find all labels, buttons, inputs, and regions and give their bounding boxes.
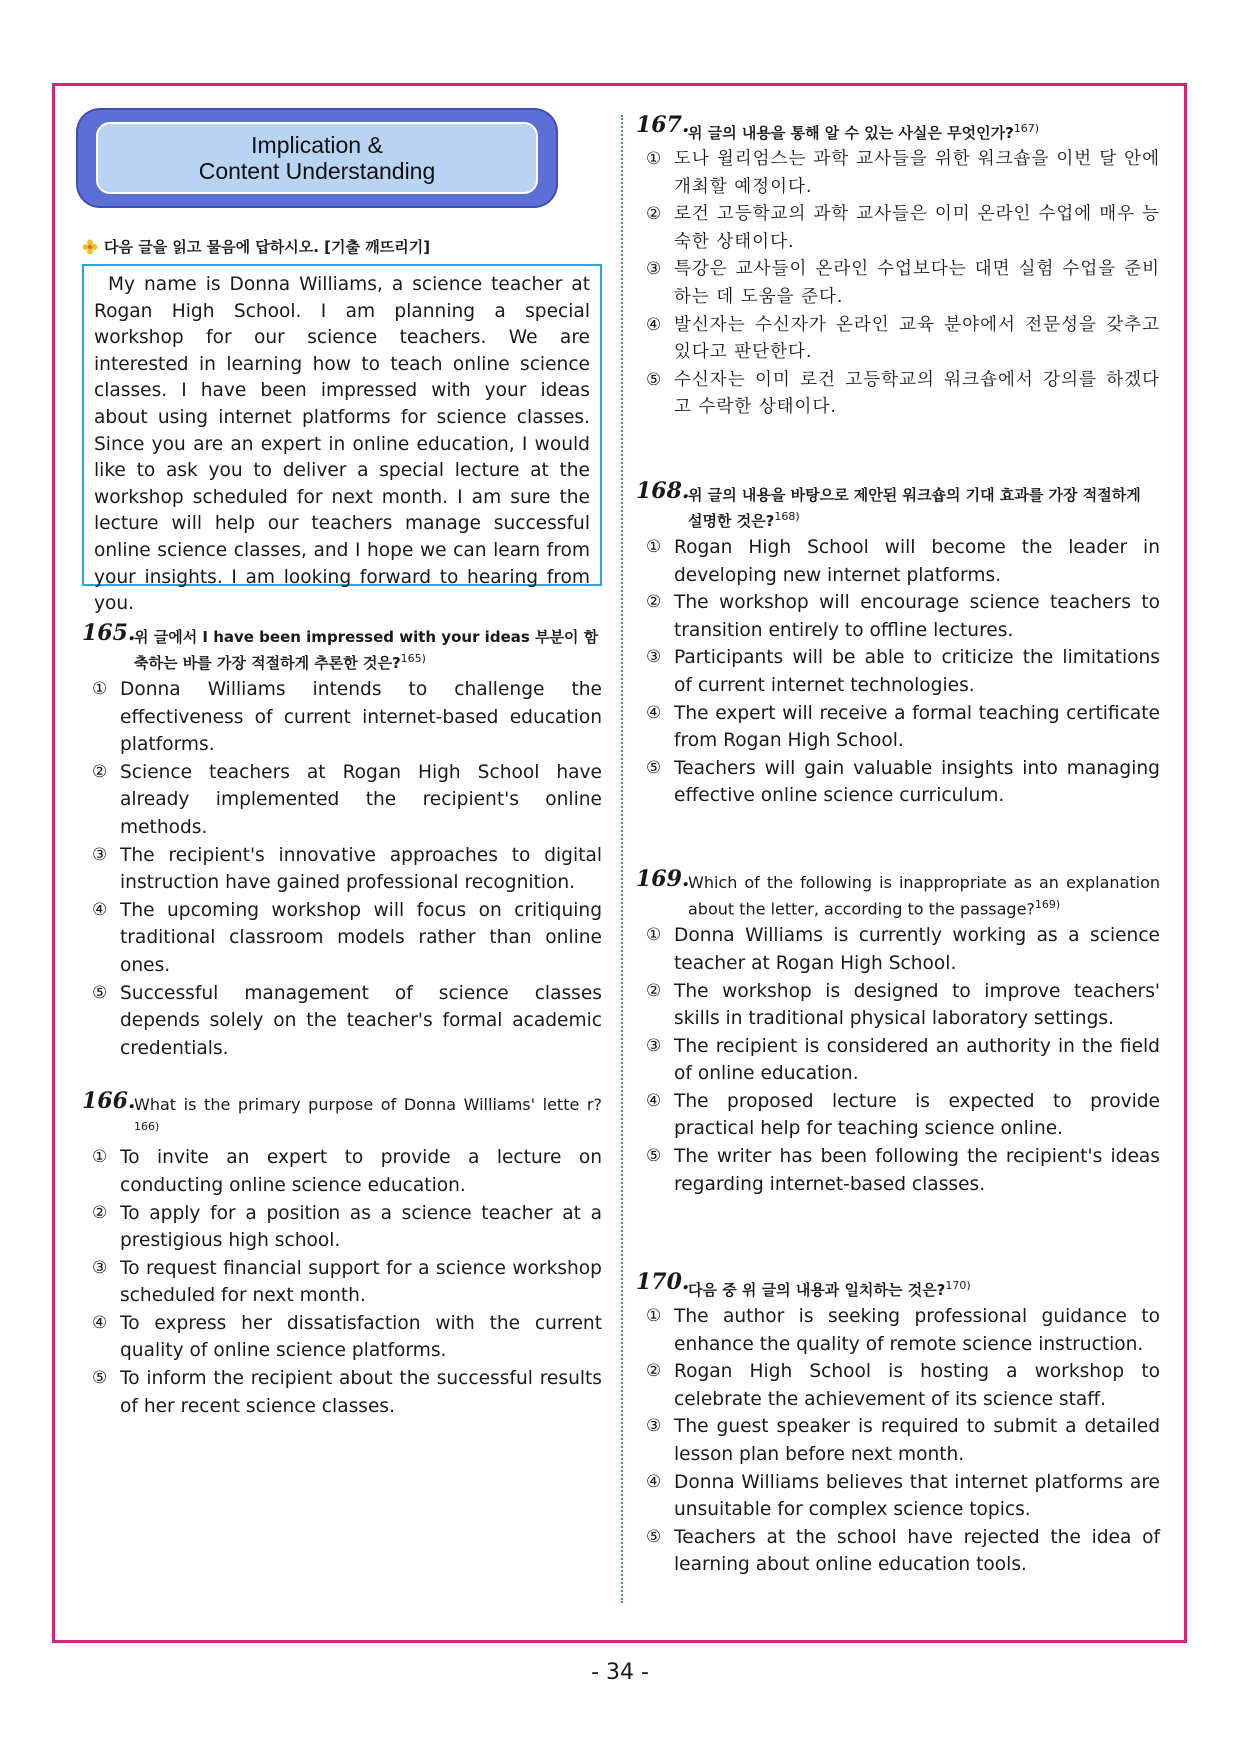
question-prompt: 166. What is the primary purpose of Donna Williams' lette r?$^{166)}$ — [82, 1088, 602, 1133]
option[interactable]: ④ The proposed lecture is expected to provide practical help for teaching science online. — [646, 1090, 1160, 1140]
instruction-text: 다음 글을 읽고 물음에 답하시오. [기출 깨뜨리기] — [104, 238, 431, 256]
question-165 — [82, 620, 602, 1062]
option[interactable]: ① Rogan High School will become the leader in developing new internet platforms. — [646, 537, 1160, 586]
option[interactable]: ① The author is seeking professional guidance to enhance the quality of remote science instruction. — [646, 1306, 1160, 1355]
option[interactable]: ③ The recipient is considered an authority in the field of online education. — [646, 1035, 1160, 1085]
reading-passage: My name is Donna Williams, a science teacher at Rogan High School. I am planning a special workshop for our science teachers. We are interested in learning how to teach online science classes. I have been impressed with your ideas about using internet platforms for science classes. Since you are an expert in online education, I would like to ask you to deliver a special lecture at the workshop scheduled for next month. I am sure the lecture will help our teachers manage successful online science classes, and I hope we can learn from your insights. I am looking forward to hearing from you. — [82, 264, 602, 586]
option[interactable]: ③ Participants will be able to criticize the limitations of current internet technologies. — [646, 647, 1160, 696]
option[interactable]: ⑤ The writer has been following the recipient's ideas regarding internet-based classes. — [646, 1146, 1160, 1195]
option[interactable]: ④ The upcoming workshop will focus on critiquing traditional classroom models rather than online ones. — [92, 899, 602, 976]
option[interactable]: ③ The recipient's innovative approaches to digital instruction have gained professional recognition. — [92, 844, 602, 894]
option[interactable]: ② The workshop will encourage science teachers to transition entirely to offline lectures. — [646, 592, 1160, 641]
question-number: 169. — [636, 866, 690, 892]
option[interactable]: ② 로건 고등학교의 과학 교사들은 이미 온라인 수업에 매우 능숙한 상태이다. — [646, 204, 1160, 252]
question-169 — [636, 866, 1160, 1198]
question-prompt: 170. 다음 중 위 글의 내용과 일치하는 것은?$^{170)}$ — [636, 1269, 971, 1299]
question-166 — [82, 1088, 602, 1420]
option[interactable]: ⑤ Teachers at the school have rejected the idea of learning about online education tools. — [646, 1526, 1160, 1576]
question-167 — [636, 112, 1160, 422]
section-title-line2: Content Understanding — [198, 158, 436, 184]
option[interactable]: ⑤ 수신자는 이미 로건 고등학교의 워크숍에서 강의를 하겠다고 수락한 상태이다. — [646, 369, 1160, 418]
option[interactable]: ③ The guest speaker is required to submit a detailed lesson plan before next month. — [646, 1416, 1160, 1465]
instruction — [82, 236, 430, 257]
option[interactable]: ① Donna Williams intends to challenge the effectiveness of current internet-based education platforms. — [92, 679, 602, 756]
option[interactable]: ① 도나 윌리엄스는 과학 교사들을 위한 워크숍을 이번 달 안에 개최할 예정이다. — [646, 149, 1160, 197]
option[interactable]: ⑤ Successful management of science classes depends solely on the teacher's formal academic credentials. — [92, 982, 602, 1059]
option[interactable]: ① Donna Williams is currently working as a science teacher at Rogan High School. — [646, 925, 1160, 974]
option[interactable]: ① To invite an expert to provide a lecture on conducting online science education. — [92, 1147, 602, 1196]
column-divider — [621, 115, 623, 1603]
question-number: 170. — [636, 1269, 690, 1295]
question-prompt: 167. 위 글의 내용을 통해 알 수 있는 사실은 무엇인가?$^{167)}$ — [636, 112, 1040, 142]
option[interactable]: ⑤ Teachers will gain valuable insights into managing effective online science curriculum. — [646, 757, 1160, 807]
question-168 — [636, 478, 1160, 810]
question-number: 168. — [636, 478, 690, 504]
question-number: 166. — [82, 1088, 136, 1114]
option[interactable]: ④ 발신자는 수신자가 온라인 교육 분야에서 전문성을 갖추고 있다고 판단한다. — [646, 314, 1160, 363]
option[interactable]: ② Science teachers at Rogan High School have already implemented the recipient's online methods. — [92, 761, 602, 838]
flower-icon — [82, 239, 98, 255]
option[interactable]: ③ 특강은 교사들이 온라인 수업보다는 대면 실험 수업을 준비하는 데 도움을 준다. — [646, 259, 1160, 307]
option[interactable]: ② The workshop is designed to improve teachers' skills in traditional physical laboratory settings. — [646, 980, 1160, 1030]
option[interactable]: ② To apply for a position as a science teacher at a prestigious high school. — [92, 1202, 602, 1252]
section-title-box — [78, 110, 556, 206]
option[interactable]: ④ Donna Williams believes that internet platforms are unsuitable for complex science topics. — [646, 1471, 1160, 1521]
option[interactable]: ⑤ To inform the recipient about the successful results of her recent science classes. — [92, 1368, 602, 1417]
page-number: - 34 - — [591, 1660, 649, 1685]
question-prompt: 169. Which of the following is inappropriate as an explanation about the letter, according to the passage?$^{169)}$ — [636, 866, 1160, 919]
section-title-line1: Implication & — [251, 132, 383, 158]
question-170 — [636, 1269, 1160, 1579]
question-prompt: 165. 위 글에서 I have been impressed with your ideas 부분이 함축하는 바를 가장 적절하게 추론한 것은?$^{165)}$ — [82, 620, 599, 672]
option[interactable]: ④ To express her dissatisfaction with the current quality of online science platforms. — [92, 1312, 602, 1362]
option[interactable]: ③ To request financial support for a science workshop scheduled for next month. — [92, 1257, 602, 1307]
question-number: 167. — [636, 112, 690, 138]
option[interactable]: ② Rogan High School is hosting a workshop to celebrate the achievement of its science staff. — [646, 1361, 1160, 1410]
question-number: 165. — [82, 620, 136, 646]
question-prompt: 168. 위 글의 내용을 바탕으로 제안된 워크숍의 기대 효과를 가장 적절하게 설명한 것은?$^{168)}$ — [636, 478, 1141, 530]
option[interactable]: ④ The expert will receive a formal teaching certificate from Rogan High School. — [646, 702, 1160, 752]
